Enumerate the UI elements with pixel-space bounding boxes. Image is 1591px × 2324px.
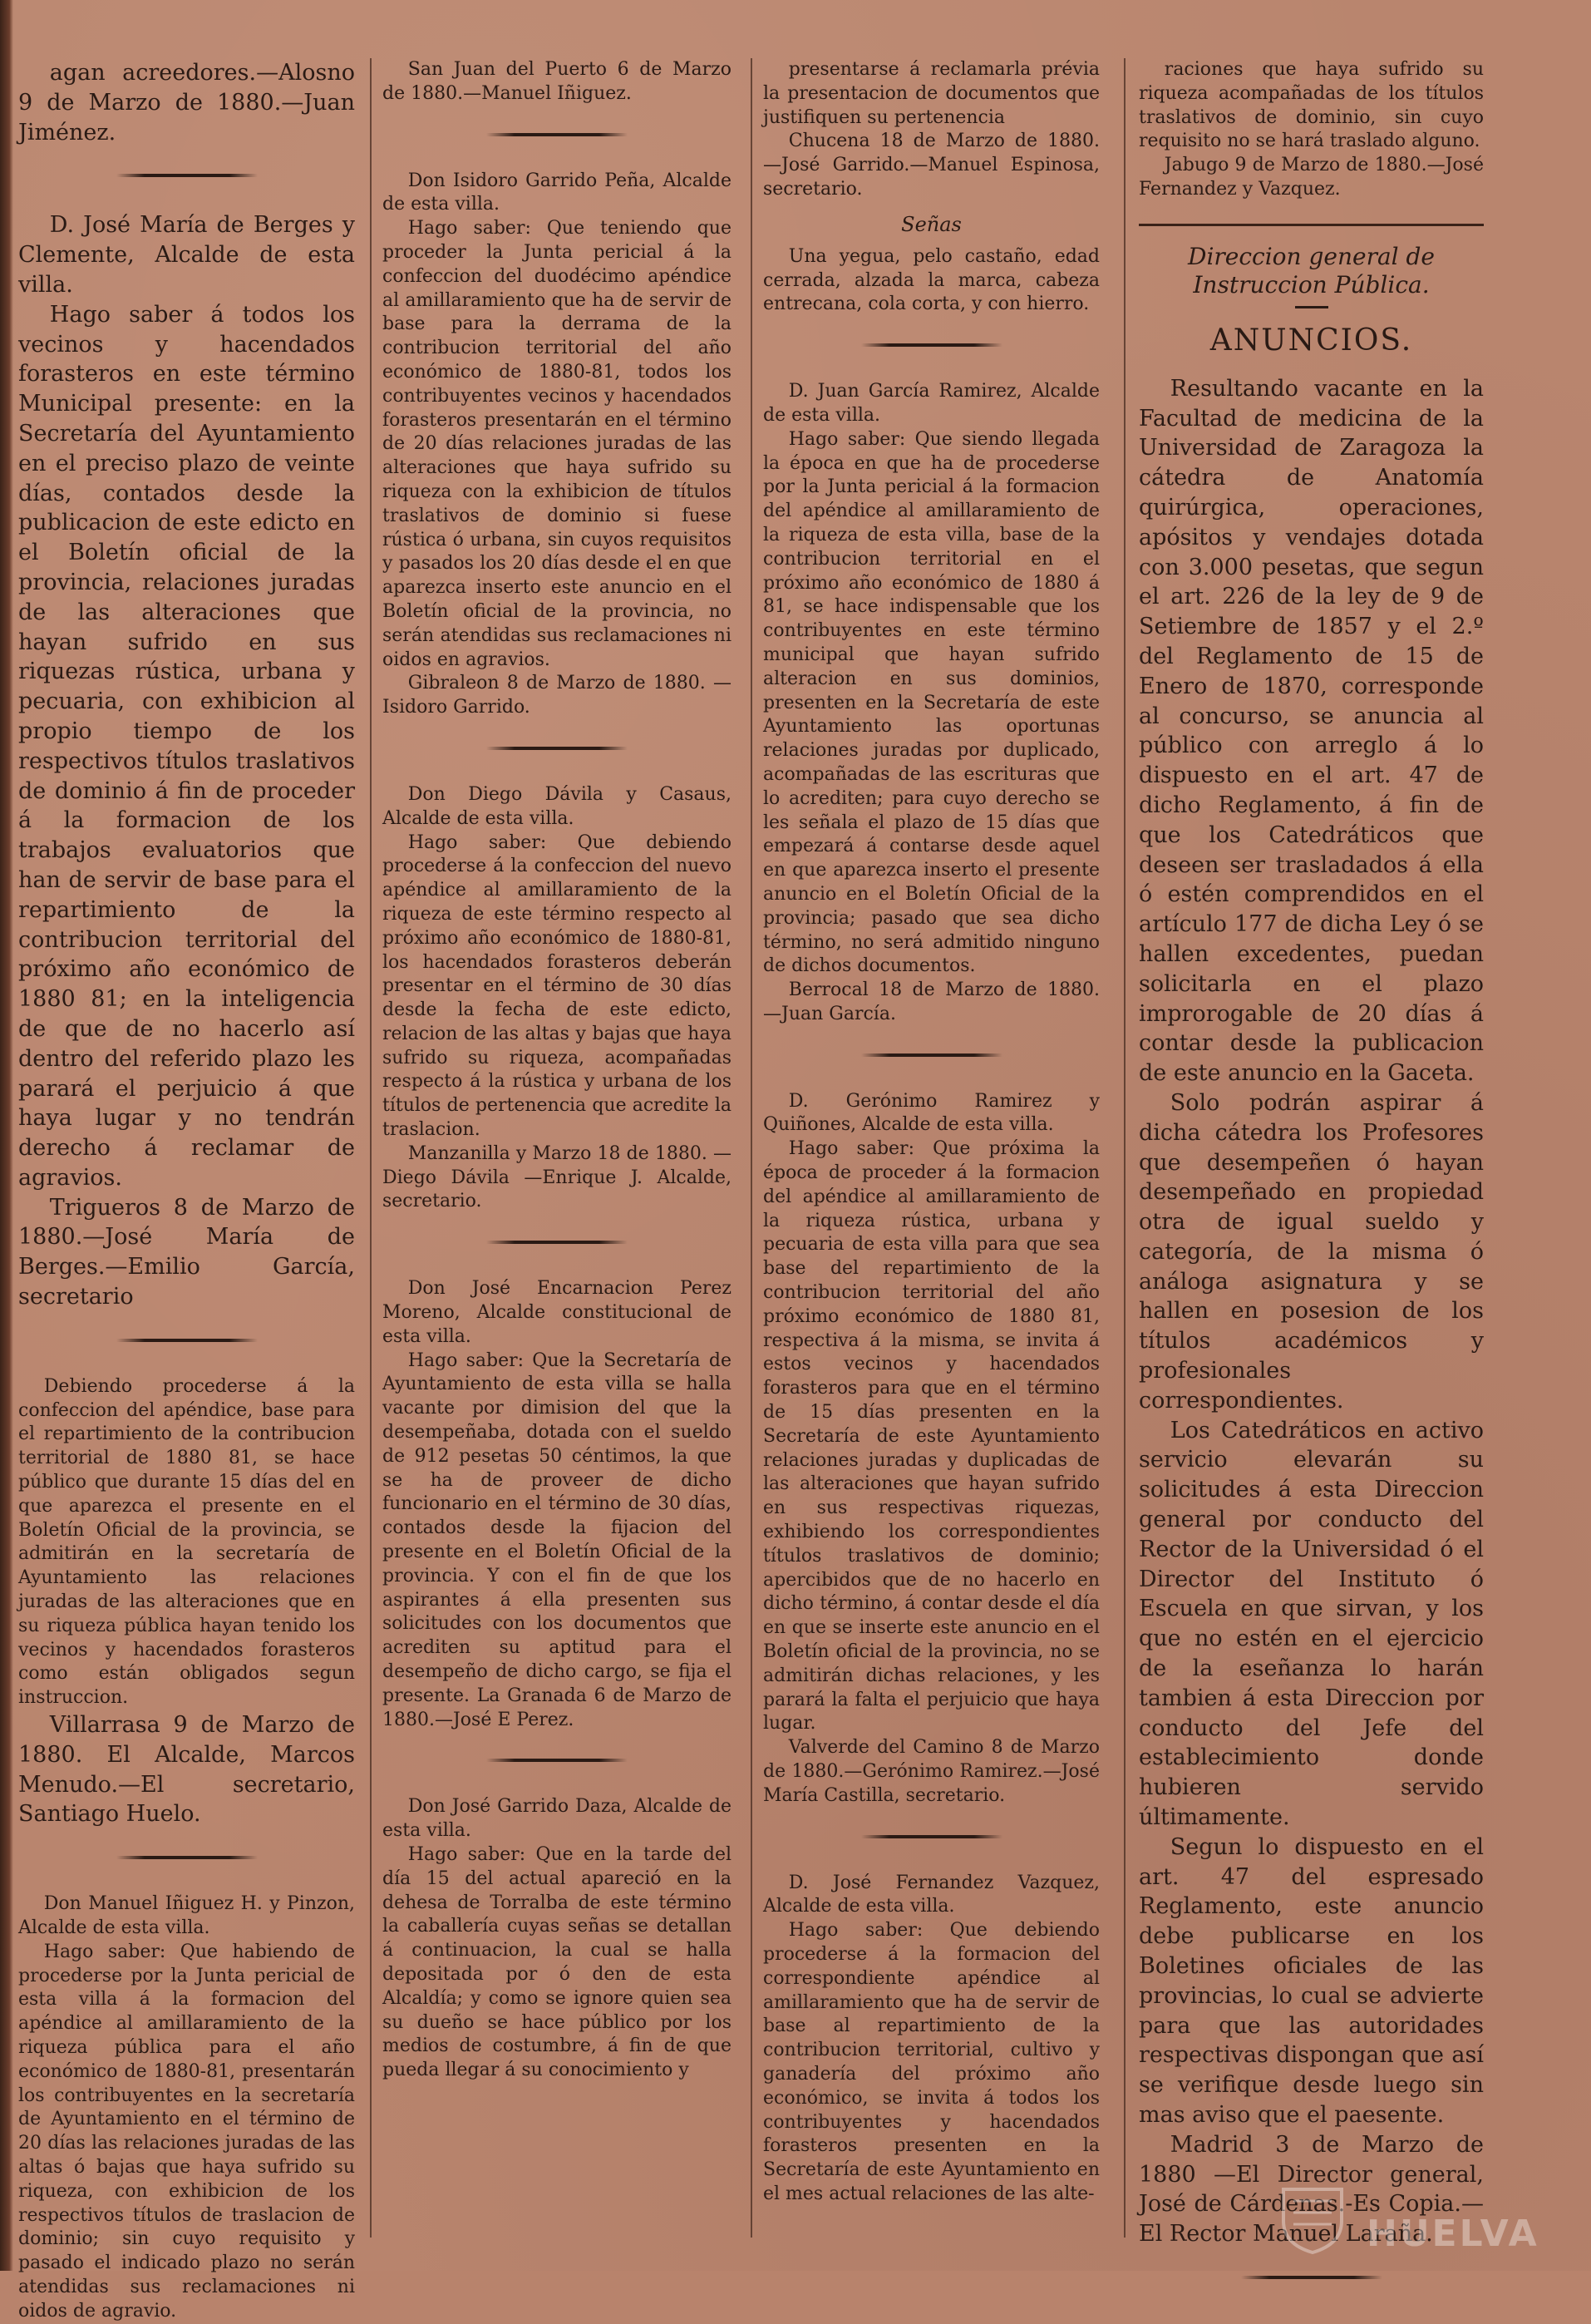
text-paragraph: Don Diego Dávila y Casaus, Alcalde de esta villa. — [382, 783, 731, 829]
binding-edge — [0, 0, 13, 2271]
text-paragraph: Hago saber: Que teniendo que proceder la Junta pericial á la confeccion del duodécimo apéndice al amillaramiento que ha de servir de base para la derrama de la contribucion territorial del año económico de 1880-81, todos los contribuyentes vecinos y hacendados forasteros presentarán en el término de 20 días relaciones juradas de las alteraciones que haya sufrido su riqueza con la exhibicion de títulos traslativos de dominio si fuese rústica ó urbana, sin cuyos requisitos y pasados los 20 días desde el en que aparezca inserto este anuncio en el Boletín oficial de la provincia, no serán atendidas sus reclamaciones ni oidos en agravios. — [382, 218, 731, 670]
section-rule — [1139, 224, 1484, 226]
text-paragraph: D. Juan García Ramirez, Alcalde de esta villa. — [763, 381, 1100, 426]
column-1 — [18, 58, 355, 2322]
column-2 — [382, 58, 731, 2238]
anuncios-heading: ANUNCIOS. — [1209, 323, 1413, 358]
text-paragraph: Segun lo dispuesto en el art. 47 del espresado Reglamento, este anuncio debe publicarse en los Boletines oficiales de las provincias, lo cual se advierte para que las autoridades respectivas dispongan que así se verifique desde luego sin mas aviso que el paesente. — [1139, 1833, 1484, 2128]
column-rule — [1124, 58, 1126, 2238]
column-rule — [751, 58, 752, 2238]
section-separator — [116, 174, 258, 177]
section-separator — [486, 747, 628, 750]
text-paragraph: Hago saber: Que en la tarde del día 15 del actual apareció en la dehesa de Torralba de este término la caballería cuyas señas se detallan á continuacion, la cual se halla depositada por ó den de esta Alcaldía; y como se ignore quien sea su dueño se hace público por los medios de costumbre, á fin de que pueda llegar á su conocimiento y — [382, 1844, 731, 2081]
text-paragraph: Don Manuel Iñiguez H. y Pinzon, Alcalde de esta villa. — [18, 1893, 355, 1939]
section-separator — [486, 1759, 628, 1762]
watermark-text: HUELVA — [1367, 2213, 1539, 2255]
text-paragraph: Solo podrán aspirar á dicha cátedra los Profesores que desempeñen ó hayan desempeñado en propiedad otra de igual sueldo y categoría, de la misma ó análoga asignatura y se hallen en posesion de los títulos académicos y profesionales correspondientes. — [1139, 1089, 1484, 1414]
subheading: Señas — [901, 212, 962, 236]
text-paragraph: agan acreedores.—Alosno 9 de Marzo de 1880.—Juan Jiménez. — [18, 60, 355, 146]
text-paragraph: presentarse á reclamarla prévia la presentacion de documentos que justifiquen su pertenencia — [763, 59, 1100, 128]
column-3 — [763, 58, 1100, 2238]
text-paragraph: Trigueros 8 de Marzo de 1880.—José María de Berges.—Emilio García, secretario — [18, 1194, 355, 1310]
section-separator — [486, 1241, 628, 1244]
text-paragraph: Hago saber: Que debiendo procederse á la formacion del correspondiente apéndice al amillaramiento que ha de servir de base al repartimiento de la contribucion territorial, cultivo y ganadería del próximo año económico, se invita á todos los contribuyentes y hacendados forasteros presenten en la Secretaría de este Ayuntamiento en el mes actual relaciones de las alte- — [763, 1920, 1100, 2204]
shield-icon — [1275, 2183, 1350, 2254]
text-paragraph: Madrid 3 de Marzo de 1880 —El Director general, José de Cárdenas.-Es Copia.—El Rector Manuel Laraña. — [1139, 2131, 1484, 2248]
text-paragraph: Don José Encarnacion Perez Moreno, Alcalde constitucional de esta villa. — [382, 1278, 731, 1347]
section-separator — [486, 133, 628, 136]
text-paragraph: Hago saber: Que la Secretaría de Ayuntamiento de esta villa se halla vacante por dimision del que la desempeñaba, dotada con el sueldo de 912 pesetas 50 céntimos, la que se ha de proveer de dicho funcionario en el término de 30 días, contados desde la fijacion del presente en el Boletín Oficial de la provincia. Y con el fin de que los aspirantes á ella presenten sus solicitudes con los documentos que acrediten su aptitud para el desempeño de dicho cargo, se fija el presente. La Granada 6 de Marzo de 1880.—José E Perez. — [382, 1349, 731, 1730]
text-paragraph: Los Catedráticos en activo servicio elevarán su solicitudes á esta Direccion general por conducto del Rector de la Universidad ó el Director del Instituto ó Escuela en que sirvan, y los que no estén en el ejercicio de la eseñanza lo harán tambien á esta Direccion por conducto del Jefe del establecimiento donde hubieren servido últimamente. — [1139, 1417, 1484, 1831]
text-paragraph: Chucena 18 de Marzo de 1880. —José Garrido.—Manuel Espinosa, secretario. — [763, 131, 1100, 200]
text-paragraph: Manzanilla y Marzo 18 de 1880. —Diego Dávila —Enrique J. Alcalde, secretario. — [382, 1142, 731, 1212]
text-paragraph: D. Gerónimo Ramirez y Quiñones, Alcalde de esta villa. — [763, 1090, 1100, 1136]
text-paragraph: Hago saber: Que habiendo de procederse por la Junta pericial de esta villa á la formacion del apéndice al amillaramiento de la riqueza pública para el año económico de 1880-81, presentarán los contribuyentes en la secretaría de Ayuntamiento en el término de 20 días las relaciones juradas de las altas ó bajas que haya sufrido su riqueza, con exhibicion de los respectivos títulos de traslacion de dominio; sin cuyo requisito y pasado el indicado plazo no serán atendidas sus reclamaciones ni oidos de agravio. — [18, 1941, 355, 2322]
text-paragraph: Debiendo procederse á la confeccion del apéndice, base para el repartimiento de la contribucion territorial de 1880 81, se hace público que durante 15 días del en que aparezca el presente en el Boletín Oficial de la provincia, se admitirán en la secretaría de Ayuntamiento las relaciones juradas de las alteraciones que en su riqueza pública hayan tenido los vecinos y hacendados forasteros como están obligados segun instruccion. — [18, 1375, 355, 1709]
section-separator — [116, 1856, 258, 1859]
text-paragraph: raciones que haya sufrido su riqueza acompañadas de los títulos traslativos de dominio, sin cuyo requisito no se hará traslado alguno. — [1139, 59, 1484, 152]
text-paragraph: Don Isidoro Garrido Peña, Alcalde de esta villa. — [382, 170, 731, 215]
text-paragraph: Una yegua, pelo castaño, edad cerrada, alzada la marca, cabeza entrecana, cola corta, y con hierro. — [763, 245, 1100, 315]
text-paragraph: Hago saber: Que debiendo procederse á la confeccion del nuevo apéndice al amillaramiento de la riqueza de este término respecto al próximo año económico de 1880-81, los hacendados forasteros deberán presentar en el término de 30 días desde la fecha de este edicto, relacion de las altas y bajas que haya sufrido su riqueza, acompañadas respecto á la rústica y urbana de los títulos de pertenencia que acredite la traslacion. — [382, 831, 731, 1141]
text-paragraph: Resultando vacante en la Facultad de medicina de la Universidad de Zaragoza la cátedra de Anatomía quirúrgica, operaciones, apósitos y vendajes dotada con 3.000 pesetas, que segun el art. 226 de la ley de 9 de Setiembre de 1857 y el 2.º del Reglamento de 15 de Enero de 1870, corresponde al concurso, se anuncia al público con arreglo á lo dispuesto en el art. 47 de dicho Reglamento, á fin de que los Catedráticos que deseen ser trasladados á ella ó estén comprendidos en el artículo 177 de dicha Ley ó se hallen excedentes, puedan solicitarla en el plazo improrogable de 20 días á contar desde la publicacion de este anuncio en la Gaceta. — [1139, 375, 1484, 1087]
text-paragraph: Jabugo 9 de Marzo de 1880.—José Fernandez y Vazquez. — [1139, 155, 1484, 200]
text-paragraph: Hago saber: Que siendo llegada la época en que ha de procederse por la Junta pericial á la formacion del apéndice al amillaramiento de la riqueza de esta villa, base de la contribucion territorial en el próximo año económico de 1880 á 81, se hace indispensable que los contribuyentes en este término municipal que hayan sufrido alteracion en sus dominios, presenten en la Secretaría de este Ayuntamiento las oportunas relaciones juradas por duplicado, acompañadas de las escrituras que lo acrediten; para cuyo derecho se les señala el plazo de 15 días que empezará á contarse desde aquel en que aparezca inserto el presente anuncio en el Boletín Oficial de la provincia; pasado que sea dicho término, no será admitido ninguno de dichos documentos. — [763, 428, 1100, 977]
section-separator — [861, 343, 1002, 347]
text-paragraph: Don José Garrido Daza, Alcalde de esta villa. — [382, 1796, 731, 1842]
section-separator — [861, 1835, 1002, 1838]
text-paragraph: D. José María de Berges y Clemente, Alcalde de esta villa. — [18, 212, 355, 298]
section-heading: Direccion general de Instruccion Pública. — [1188, 242, 1435, 299]
text-paragraph: Berrocal 18 de Marzo de 1880. —Juan García. — [763, 979, 1100, 1024]
section-separator — [116, 1339, 258, 1342]
section-separator — [861, 1053, 1002, 1057]
title-dash — [1295, 306, 1328, 308]
text-paragraph: Hago saber á todos los vecinos y hacendados forasteros en este término Municipal presente: en la Secretaría del Ayuntamiento en el preciso plazo de veinte días, contados desde la publicacion de este edicto en el Boletín oficial de la provincia, relaciones juradas de las alteraciones que hayan sufrido en sus riquezas rústica, urbana y pecuaria, con exhibicion al propio tiempo de los respectivos títulos traslativos de dominio á fin de proceder á la formacion de los trabajos evaluatorios que han de servir de base para el repartimiento de la contribucion territorial del próximo año económico de 1880 81; en la inteligencia de que de no hacerlo así dentro del referido plazo les parará el perjuicio á que haya lugar y no tendrán derecho á reclamar de agravios. — [18, 301, 355, 1191]
column-rule — [370, 58, 372, 2238]
text-paragraph: Valverde del Camino 8 de Marzo de 1880.—Gerónimo Ramirez.—José María Castilla, secretario. — [763, 1737, 1100, 1806]
section-separator — [1241, 2276, 1382, 2279]
text-paragraph: Gibraleon 8 de Marzo de 1880. —Isidoro Garrido. — [382, 673, 731, 718]
text-paragraph: Hago saber: Que próxima la época de proceder á la formacion del apéndice al amillaramiento de la riqueza rústica, urbana y pecuaria de esta villa para que sea base del repartimiento de la contribucion territorial del año próximo económico de 1880 81, respectiva á la misma, se invita á estos vecinos y hacendados forasteros para que en el término de 15 días presenten en la Secretaría de este Ayuntamiento relaciones juradas y duplicadas de las alteraciones que hayan sufrido en sus respectivas riquezas, exhibiendo los correspondientes títulos traslativos de dominio; apercibidos que de no hacerlo en dicho término, á contar desde el día en que se inserte este anuncio en el Boletín oficial de la provincia, no se admitirán dichas relaciones, y les parará la falta el perjuicio que haya lugar. — [763, 1138, 1100, 1734]
text-paragraph: Villarrasa 9 de Marzo de 1880. El Alcalde, Marcos Menudo.—El secretario, Santiago Huelo. — [18, 1712, 355, 1828]
text-paragraph: San Juan del Puerto 6 de Marzo de 1880.—Manuel Iñiguez. — [382, 59, 731, 104]
text-paragraph: D. José Fernandez Vazquez, Alcalde de esta villa. — [763, 1872, 1100, 1917]
archive-watermark — [1275, 2183, 1558, 2254]
